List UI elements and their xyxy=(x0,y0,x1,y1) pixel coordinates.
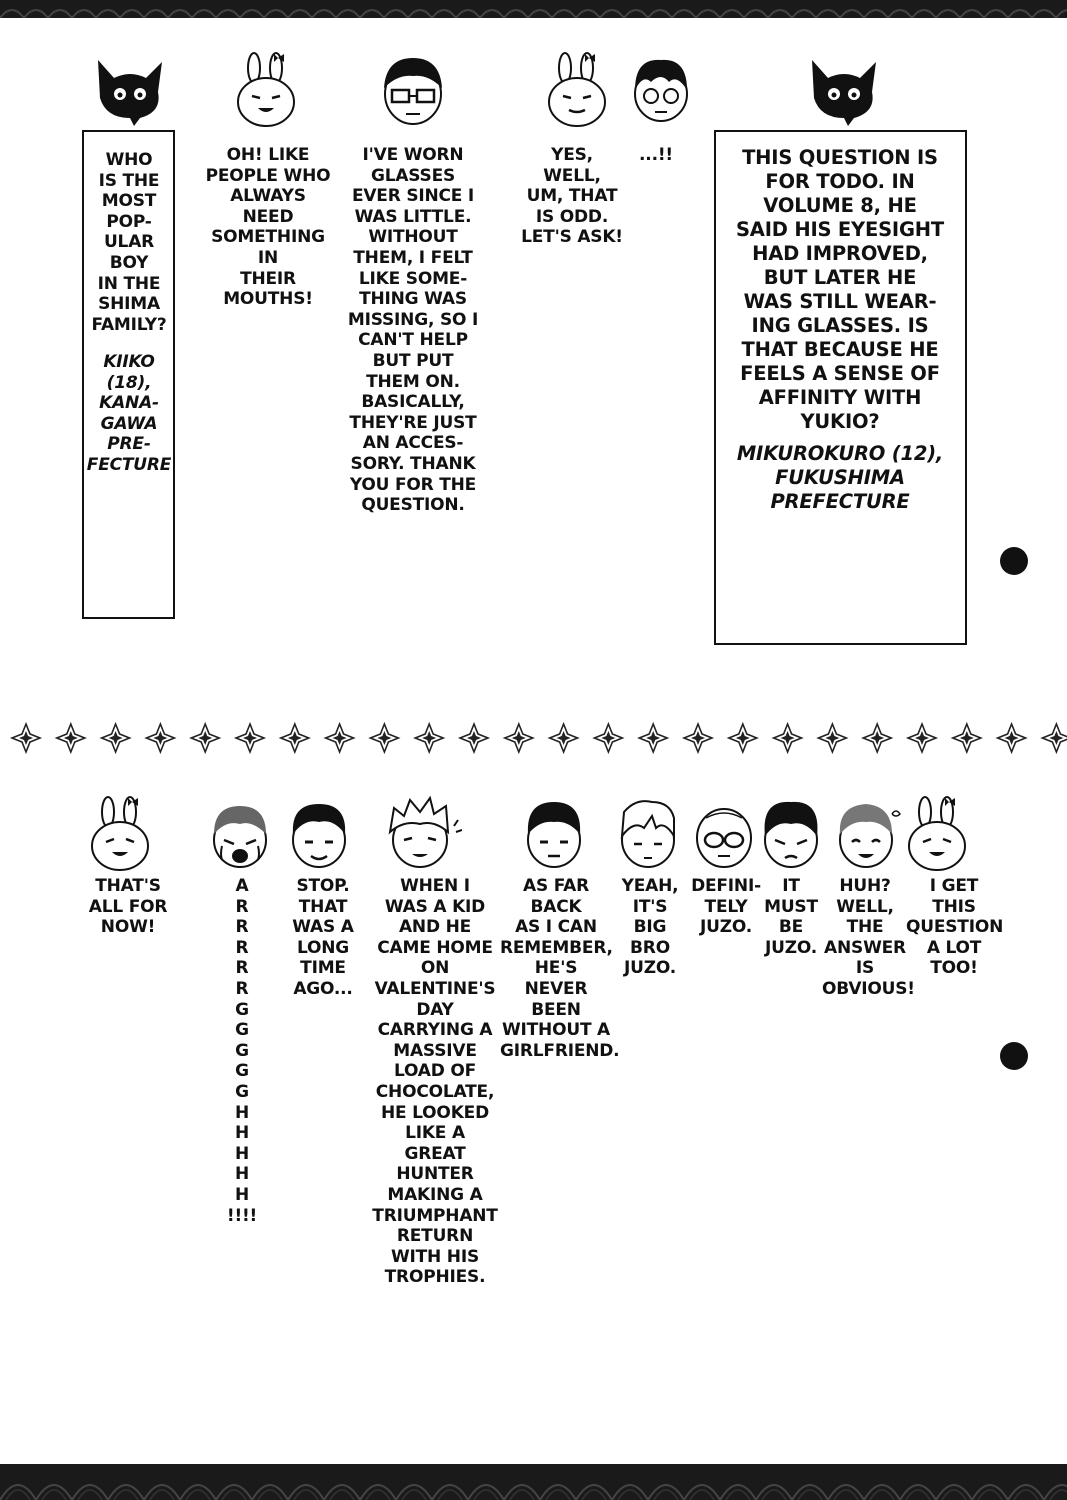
border-pattern-icon xyxy=(0,0,1067,18)
cross-star-ornament-icon xyxy=(953,724,981,752)
cross-star-ornament-icon xyxy=(460,724,488,752)
border-pattern-icon xyxy=(0,1464,1067,1500)
cross-star-ornament-icon xyxy=(12,724,40,752)
bubble-yukio: ...!! xyxy=(639,145,673,165)
cross-star-ornament-icon xyxy=(415,724,443,752)
question-1-sender: KIIKO (18), KANA- GAWA PRE- FECTURE xyxy=(86,352,172,475)
character-face-icon xyxy=(758,798,824,870)
bubble-juzo: STOP. THAT WAS A LONG TIME AGO... xyxy=(292,876,354,999)
bubble-rabbit-1: OH! LIKE PEOPLE WHO ALWAYS NEED SOMETHING IN THEIR MOUTHS! xyxy=(205,145,331,310)
bottom-border xyxy=(0,1464,1067,1500)
question-2-text: THIS QUESTION IS FOR TODO. IN VOLUME 8, HE SAID HIS EYESIGHT HAD IMPROVED, BUT LATER HE WAS STILL WEAR- ING GLASSES. IS THAT BECAUSE HE FEELS A SENSE OF AFFINITY WITH YUKIO? xyxy=(735,146,945,433)
character-face-icon xyxy=(207,800,273,870)
cross-star-ornament-icon xyxy=(57,724,85,752)
rabbit-mascot-icon xyxy=(904,796,970,872)
cross-star-ornament-icon xyxy=(998,724,1026,752)
rabbit-mascot-icon xyxy=(234,52,298,128)
cross-star-ornament-icon xyxy=(908,724,936,752)
cross-star-ornament-icon xyxy=(774,724,802,752)
bubble-face-9: HUH? WELL, THE ANSWER IS OBVIOUS! xyxy=(822,876,915,999)
cross-star-ornament-icon xyxy=(236,724,264,752)
question-2-sender: MIKUROKURO (12), FUKUSHIMA PREFECTURE xyxy=(736,442,944,513)
top-border xyxy=(0,0,1067,18)
question-box-1 xyxy=(82,130,175,619)
cross-star-ornament-icon xyxy=(326,724,354,752)
cross-star-ornament-icon xyxy=(594,724,622,752)
rabbit-mascot-icon xyxy=(545,52,609,128)
bubble-face-8: IT MUST BE JUZO. xyxy=(764,876,818,958)
page-dot-marker xyxy=(1000,1042,1028,1070)
cross-star-ornament-icon xyxy=(1042,724,1067,752)
bubble-face-5: AS FAR BACK AS I CAN REMEMBER, HE'S NEVER BEEN WITHOUT A GIRLFRIEND. xyxy=(500,876,620,1061)
bubble-scream: A R R R R R G G G G G H H H H H !!!! xyxy=(226,876,258,1226)
cross-star-ornament-icon xyxy=(505,724,533,752)
bubble-shima-renzo: WHEN I WAS A KID AND HE CAME HOME ON VALENTINE'S DAY CARRYING A MASSIVE LOAD OF CHOCOLATE, HE LOOKED LIKE A GREAT HUNTER MAKING A TRIUMPHANT RETURN WITH HIS TROPHIES. xyxy=(372,876,498,1288)
question-1-text: WHO IS THE MOST POP- ULAR BOY IN THE SHIMA FAMILY? xyxy=(91,150,167,335)
cross-star-ornament-icon xyxy=(102,724,130,752)
character-face-icon xyxy=(629,54,693,124)
bubble-rabbit-2: YES, WELL, UM, THAT IS ODD. LET'S ASK! xyxy=(521,145,623,248)
bubble-rabbit-4: I GET THIS QUESTION A LOT TOO! xyxy=(906,876,1004,979)
character-face-icon xyxy=(384,796,462,870)
cross-star-ornament-icon xyxy=(370,724,398,752)
black-cat-icon xyxy=(806,56,882,126)
rabbit-mascot-icon xyxy=(86,796,154,872)
bubble-todo-glasses: I'VE WORN GLASSES EVER SINCE I WAS LITTLE. WITHOUT THEM, I FELT LIKE SOME- THING WAS MISSING, SO I CAN'T HELP BUT PUT THEM ON. BASICALLY, THEY'RE JUST AN ACCES- SORY. THANK YOU FOR THE QUESTION. xyxy=(347,145,479,516)
cross-star-ornament-icon xyxy=(550,724,578,752)
character-face-icon xyxy=(832,798,902,870)
cross-star-ornament-icon xyxy=(729,724,757,752)
cross-star-ornament-icon xyxy=(684,724,712,752)
bubble-rabbit-3: THAT'S ALL FOR NOW! xyxy=(88,876,168,938)
black-cat-icon xyxy=(92,56,168,126)
bubble-face-7: DEFINI- TELY JUZO. xyxy=(691,876,761,938)
bubble-face-6: YEAH, IT'S BIG BRO JUZO. xyxy=(621,876,679,979)
page-dot-marker xyxy=(1000,547,1028,575)
cross-star-ornament-icon xyxy=(191,724,219,752)
character-face-icon xyxy=(378,52,448,128)
cross-star-ornament-icon xyxy=(146,724,174,752)
character-face-icon xyxy=(522,798,586,870)
character-face-icon xyxy=(287,800,351,870)
cross-star-ornament-icon xyxy=(281,724,309,752)
cross-star-ornament-icon xyxy=(818,724,846,752)
character-face-icon xyxy=(616,798,680,870)
cross-star-ornament-icon xyxy=(0,718,1067,758)
cross-star-ornament-icon xyxy=(639,724,667,752)
character-face-icon xyxy=(692,800,756,870)
cross-star-ornament-icon xyxy=(863,724,891,752)
question-box-2 xyxy=(714,130,967,645)
